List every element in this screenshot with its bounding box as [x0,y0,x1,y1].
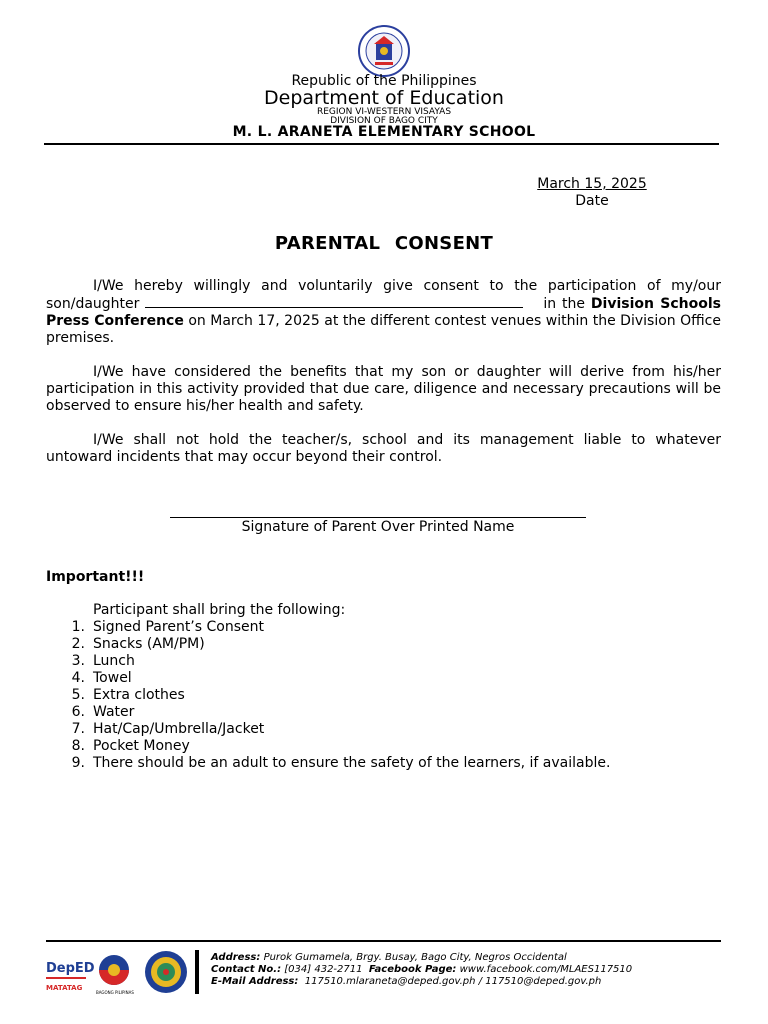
footer-logos [44,950,194,996]
items-intro: Participant shall bring the following: [93,602,346,618]
item-number: 9. [71,755,85,771]
important-heading: Important!!! [46,569,145,585]
item-number: 5. [71,687,85,703]
list-item [46,721,610,738]
address-value: Purok Gumamela, Brgy. Busay, Bago City, Negros Occidental [263,952,567,963]
republic-heading: Republic of the Philippines [291,73,477,89]
consent-paragraph-3 [46,432,721,466]
item-text: Water [93,704,135,720]
paragraph3-text: I/We shall not hold the teacher/s, school and its management liable to whatever untoward incidents that may occur beyond their control. [46,432,721,465]
contact-label: Contact No.: [211,964,282,975]
item-number: 3. [71,653,85,669]
facebook-label: Facebook Page: [368,964,457,975]
list-item [46,619,610,636]
list-item [46,738,610,755]
svg-text:DepED: DepED [46,961,95,976]
list-item [46,653,610,670]
paragraph1-text-a: I/We hereby willingly and voluntarily give consent to the participation of my/our son/daughter [46,278,721,312]
item-text: There should be an adult to ensure the safety of the learners, if available. [93,755,611,771]
date-value: March 15, 2025 [537,176,647,192]
item-text: Signed Parent’s Consent [93,619,264,635]
paragraph1-text-b: in the [543,296,586,312]
bagong-pilipinas-logo-icon [96,955,134,995]
item-number: 1. [71,619,85,635]
item-text: Lunch [93,653,135,669]
list-item [46,670,610,687]
document-title: PARENTAL CONSENT [274,233,494,254]
footer-divider [46,940,721,942]
footer-contact [211,952,632,988]
email-value[interactable]: 117510.mlaraneta@deped.gov.ph / 117510@deped.gov.ph [304,976,602,987]
child-name-blank[interactable] [145,295,523,308]
list-item [46,636,610,653]
svg-text:MATATAG: MATATAG [46,984,83,992]
deped-seal-icon [353,24,415,78]
header-divider [44,143,719,145]
item-number: 2. [71,636,85,652]
list-item [46,687,610,704]
item-text: Snacks (AM/PM) [93,636,205,652]
items-list [46,619,610,772]
division-heading: DIVISION OF BAGO CITY [330,116,438,126]
school-name: M. L. ARANETA ELEMENTARY SCHOOL [232,124,536,140]
date-label: Date [575,193,609,209]
consent-paragraph-2 [46,364,721,415]
contact-value: [034] 432-2711 [284,964,363,975]
signature-line[interactable] [170,517,586,518]
svg-text:BAGONG PILIPINAS: BAGONG PILIPINAS [96,990,134,995]
school-seal-icon [145,951,187,993]
paragraph1-text-c: on March 17, 2025 at the different contest venues within the Division Office premises. [46,313,721,346]
item-text: Hat/Cap/Umbrella/Jacket [93,721,265,737]
item-text: Extra clothes [93,687,185,703]
facebook-link[interactable]: www.facebook.com/MLAES117510 [459,964,633,975]
email-label: E-Mail Address: [211,976,299,987]
department-heading: Department of Education [264,87,504,109]
item-number: 8. [71,738,85,754]
consent-paragraph-1 [46,278,721,347]
signature-label: Signature of Parent Over Printed Name [241,519,515,535]
event-name: Division Schools Press Conference [46,296,722,329]
region-heading: REGION VI-WESTERN VISAYAS [316,107,452,117]
list-item [46,704,610,721]
item-number: 7. [71,721,85,737]
item-text: Pocket Money [93,738,190,754]
list-item [46,755,610,772]
item-number: 6. [71,704,85,720]
footer-separator [195,950,199,994]
date-block [524,176,660,210]
deped-matatag-logo-icon [46,961,95,992]
address-label: Address: [211,952,261,963]
item-number: 4. [71,670,85,686]
paragraph2-text: I/We have considered the benefits that my son or daughter will derive from his/her participation in this activity provided that due care, diligence and necessary precautions will be observed to ensure his/her health and safety. [46,364,721,414]
item-text: Towel [93,670,132,686]
